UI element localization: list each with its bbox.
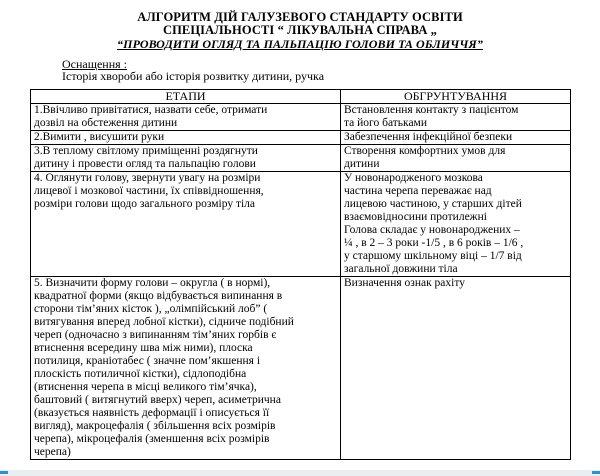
table-header-row xyxy=(31,90,571,104)
step-text-line: 1.Ввічливо привітатися, назвати себе, отримати xyxy=(34,104,268,116)
equipment-text: Історія хвороби або історія розвитку дитини, ручка xyxy=(62,69,325,83)
table-row xyxy=(31,104,571,131)
justification-text-line: у старшому шкільному віці – 1/7 від xyxy=(344,250,522,262)
step-text-line: дозвіл на обстеження дитини xyxy=(34,117,178,129)
justification-cell xyxy=(341,104,571,131)
step-text-line: баштовий ( витягнутий вверх) череп, асиметрична xyxy=(34,394,281,406)
step-cell xyxy=(31,104,341,131)
right-marker xyxy=(592,471,600,474)
header-steps: ЕТАПИ xyxy=(31,90,341,104)
title-line-3: “ПРОВОДИТИ ОГЛЯД ТА ПАЛЬПАЦІЮ ГОЛОВИ ТА ОБЛИЧЧЯ” xyxy=(117,37,483,51)
justification-text-line: частина черепа переважає над xyxy=(344,185,492,197)
step-text-line: черепа) xyxy=(34,446,71,458)
header-justification: ОБГРУНТУВАННЯ xyxy=(341,90,571,104)
justification-text-line: взаємовідносини протилежні xyxy=(344,211,487,223)
justification-text-line: Голова складає у новонароджених – xyxy=(344,224,520,236)
step-text-line: 3.В теплому світлому приміщенні роздягнути xyxy=(34,145,258,157)
justification-text-line: ¼ , в 2 – 3 роки -1/5 , в 6 років – 1/6 , xyxy=(344,237,524,249)
step-cell xyxy=(31,145,341,172)
justification-text-line: та його батьками xyxy=(344,117,427,129)
equipment-label: Оснащення : xyxy=(62,57,128,71)
justification-text-line: У новонародженого мозкова xyxy=(344,172,483,184)
step-text-line: (вказується наявність деформації і описується її xyxy=(34,407,270,419)
justification-text-line: лицевою частиною, у старших дітей xyxy=(344,198,522,210)
justification-text-line: дитини xyxy=(344,158,380,170)
step-text-line: сторони тім’яних кісток ), „олімпійський лоб” ( xyxy=(34,303,268,315)
step-text-line: потилиця, краніотабес ( значне пом’якшення і xyxy=(34,355,261,367)
title-line-2: СПЕЦІАЛЬНОСТІ “ ЛІКУВАЛЬНА СПРАВА „ xyxy=(162,23,438,37)
justification-text-line: Створення комфортних умов для xyxy=(344,145,506,157)
justification-cell xyxy=(341,277,571,460)
table-row xyxy=(31,172,571,277)
justification-text-line: Забезпечення інфекційної безпеки xyxy=(344,131,513,143)
title-line-1: АЛГОРИТМ ДІЙ ГАЛУЗЕВОГО СТАНДАРТУ ОСВІТИ xyxy=(137,10,463,24)
step-text-line: лицевої і мозкової частини, їх співвідношення, xyxy=(34,185,264,197)
justification-cell xyxy=(341,172,571,277)
algorithm-table xyxy=(30,89,571,460)
step-text-line: 4. Оглянути голову, звернути увагу на розміри xyxy=(34,172,261,184)
justification-text-line: Встановлення контакту з пацієнтом xyxy=(344,104,519,116)
step-cell xyxy=(31,131,341,145)
left-marker xyxy=(0,471,8,474)
step-text-line: черепа), мікроцефалія (зменшення всіх розмірів xyxy=(34,433,270,445)
bottom-strip xyxy=(0,470,600,476)
step-text-line: квадратної форми (якщо відбувається випинання в xyxy=(34,290,283,302)
step-cell xyxy=(31,172,341,277)
step-text-line: дитину і провести огляд та пальпацію голови xyxy=(34,158,256,170)
table-row xyxy=(31,145,571,172)
table-row xyxy=(31,131,571,145)
step-cell xyxy=(31,277,341,460)
step-text-line: череп (одночасно з випинанням тім’яних горбів є xyxy=(34,329,277,341)
justification-cell xyxy=(341,145,571,172)
step-text-line: втиснення всередину шва між ними), плоска xyxy=(34,342,253,354)
justification-text-line: загальної довжини тіла xyxy=(344,263,458,275)
table-row xyxy=(31,277,571,460)
justification-text-line: Визначення ознак рахіту xyxy=(344,277,465,289)
step-text-line: (втиснення черепа в місці великого тім’ячка), xyxy=(34,381,257,393)
step-text-line: плоскість потиличної кістки), сідлоподібна xyxy=(34,368,247,380)
step-text-line: 2.Вимити , висушити руки xyxy=(34,131,165,143)
step-text-line: 5. Визначити форму голови – округла ( в нормі), xyxy=(34,277,271,289)
step-text-line: вигляд), макроцефалія ( збільшення всіх розмірів xyxy=(34,420,276,432)
step-text-line: витягування вперед лобної кістки), сідниче подібний xyxy=(34,316,294,328)
step-text-line: розміри голови щодо загального розміру тіла xyxy=(34,198,256,210)
justification-cell xyxy=(341,131,571,145)
